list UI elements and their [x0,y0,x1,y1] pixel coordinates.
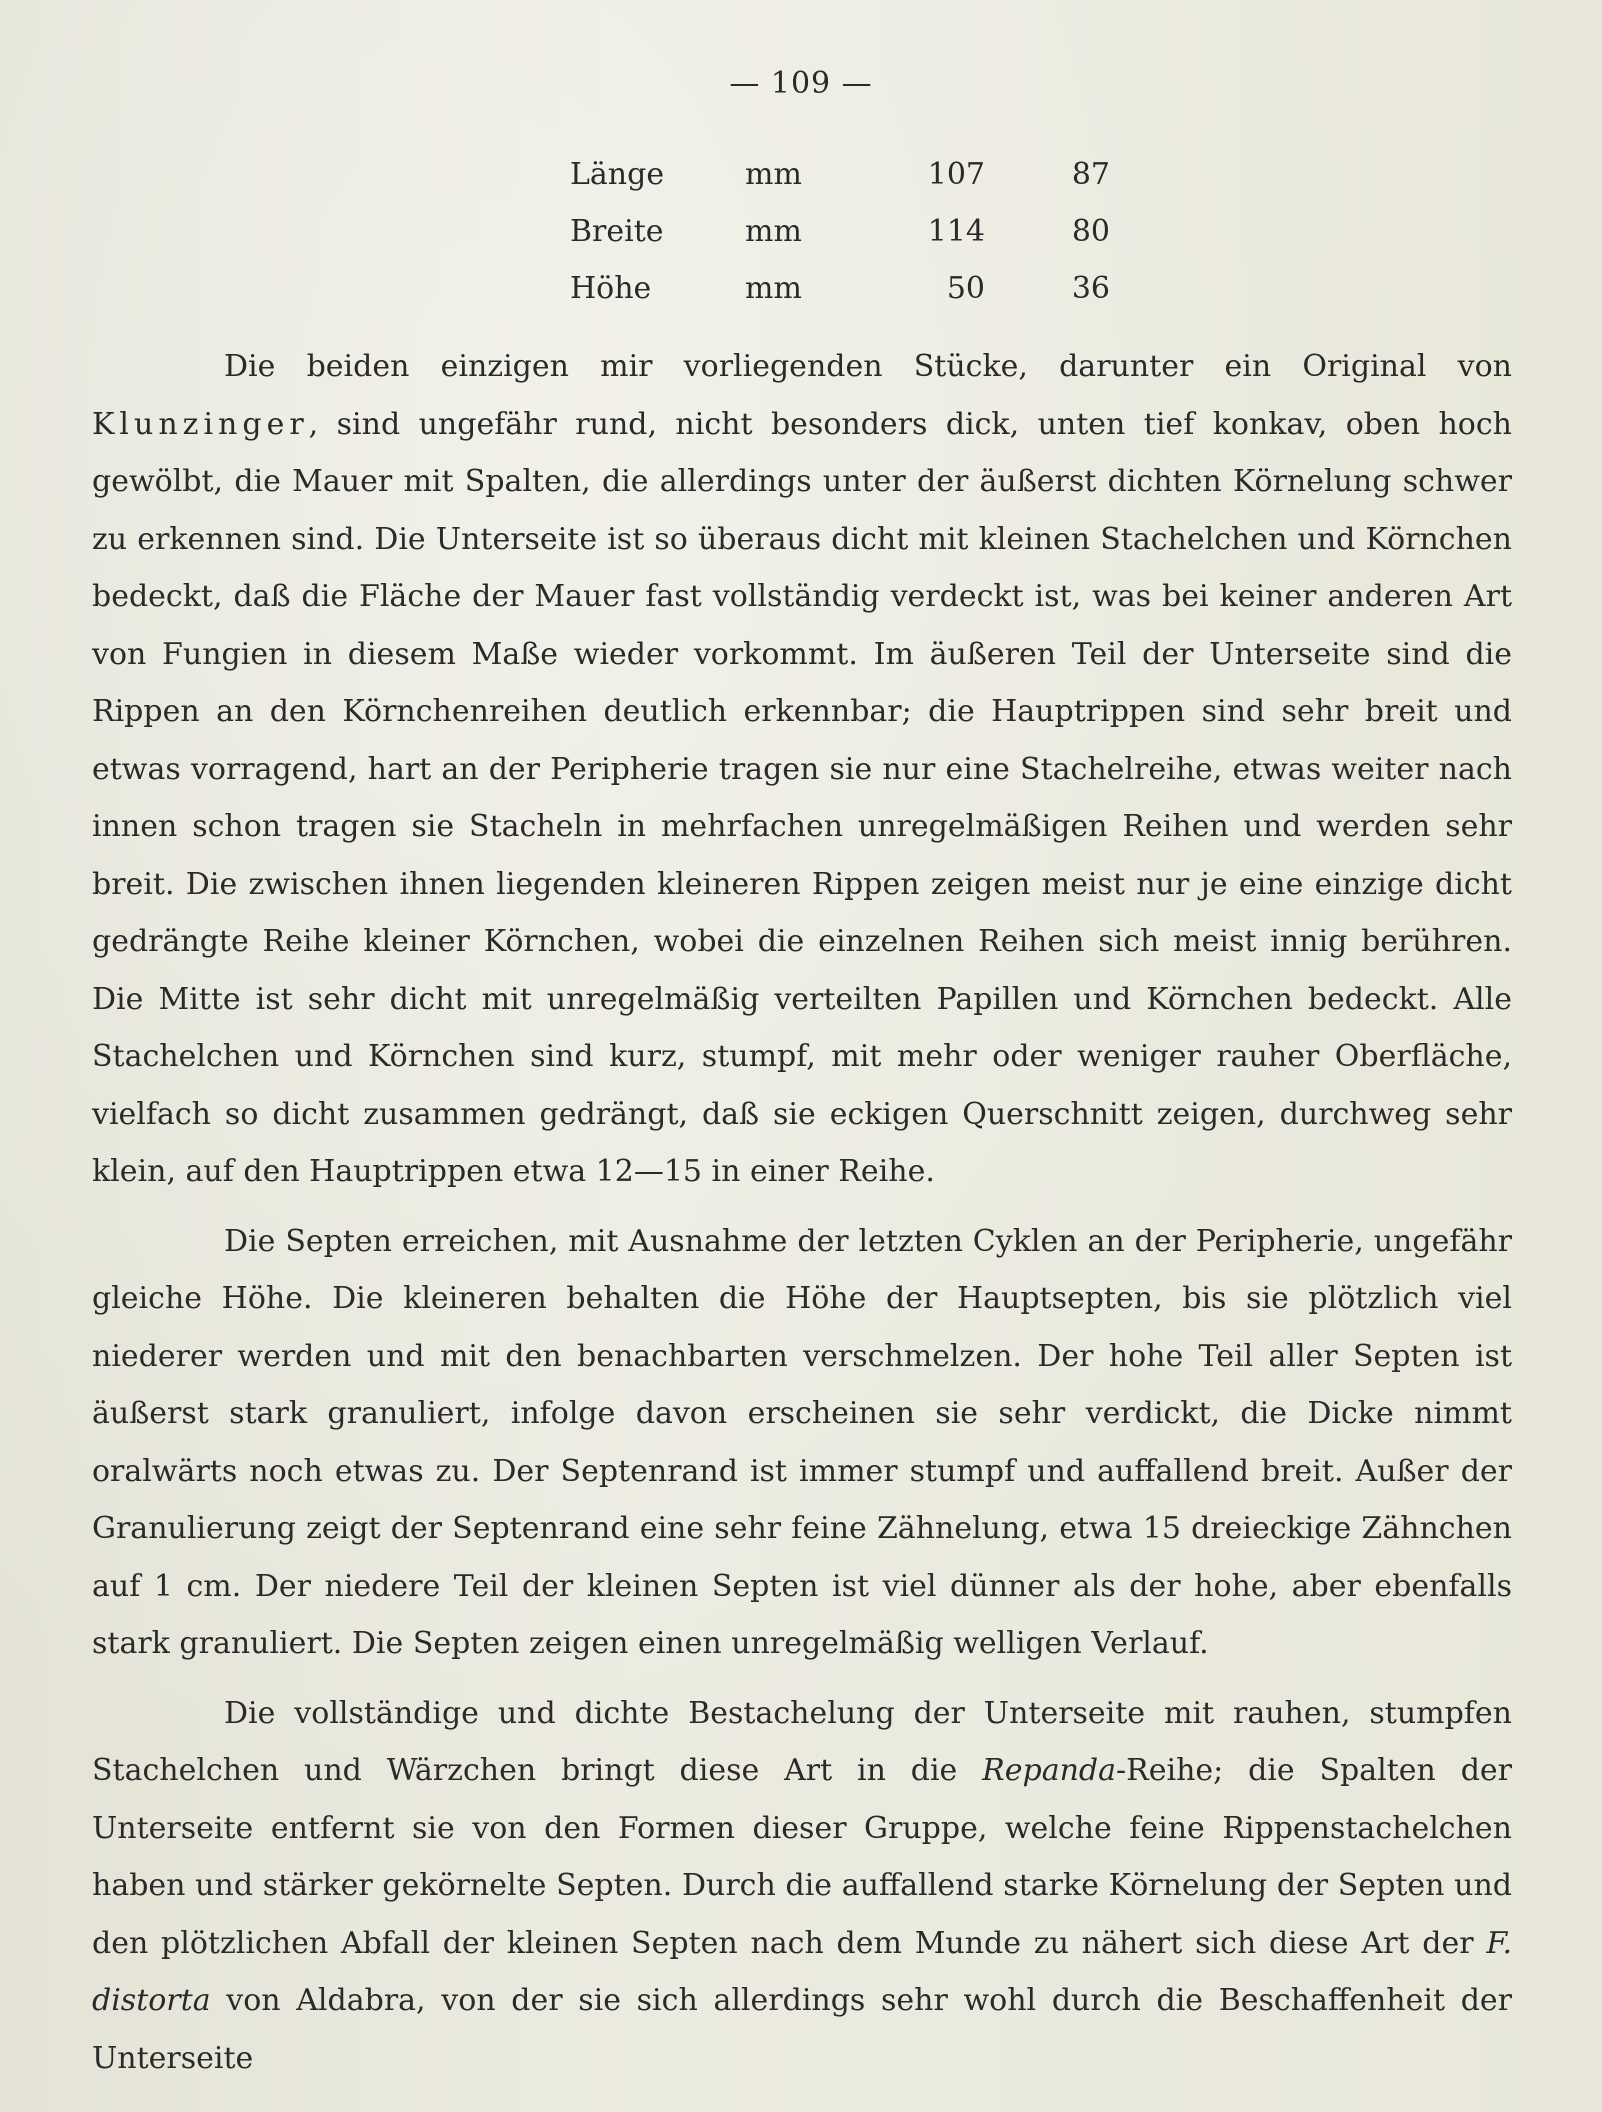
body-text [92,338,1512,2099]
page-number: — 109 — [729,66,873,101]
measure-label: Breite [570,214,664,249]
measure-unit: mm [745,157,802,192]
species-name: F. distorta [92,1925,1512,2018]
paragraph-3 [92,1685,1512,2088]
paragraph-3-text-c: von Aldabra, von der sie sich allerdings sehr wohl durch die Beschaffenheit der Unterseite [92,1983,1512,2076]
paragraph-1-text-b: , sind ungefähr rund, nicht besonders dick, unten tief konkav, oben hoch gewölbt, die Mauer mit Spalten, die allerdings unter der äußerst dichten Körnelung schwer zu erkennen sind. Die Unterseite ist so überaus dicht mit kleinen Stachelchen und Körnchen bedeckt, daß die Fläche der Mauer fast vollständig verdeckt ist, was bei keiner anderen Art von Fungien in diesem Maße wieder vorkommt. Im äußeren Teil der Unterseite sind die Rippen an den Körnchenreihen deutlich erkennbar; die Hauptrippen sind sehr breit und etwas vorragend, hart an der Peripherie tragen sie nur eine Stachelreihe, etwas weiter nach innen schon tragen sie Stacheln in mehrfachen unregelmäßigen Reihen und werden sehr breit. Die zwischen ihnen liegenden kleineren Rippen zeigen meist nur je eine einzige dicht gedrängte Reihe kleiner Körnchen, wobei die einzelnen Reihen sich meist innig berühren. Die Mitte ist sehr dicht mit unregelmäßig verteilten Papillen und Körnchen bedeckt. Alle Stachelchen und Körnchen sind kurz, stumpf, mit mehr oder weniger rauher Oberfläche, vielfach so dicht zusammen gedrängt, daß sie eckigen Querschnitt zeigen, durchweg sehr klein, auf den Hauptrippen etwa 12—15 in einer Reihe. [92,406,1512,1189]
paragraph-3-text-a: Die vollständige und dichte Bestachelung der Unterseite mit rauhen, stumpfen Stachelchen und Wärzchen bringt diese Art in die [92,1695,1512,1788]
measure-value-2: 36 [1071,271,1110,306]
measure-value-1: 107 [927,157,985,192]
measure-value-2: 87 [1071,157,1110,192]
paragraph-3-text-b: -Reihe; die Spalten der Unterseite entfernt sie von den Formen dieser Gruppe, welche feine Rippenstachelchen haben und stärker gekörnelte Septen. Durch die auffallend starke Körnelung der Septen und den plötzlichen Abfall der kleinen Septen nach dem Munde zu nähert sich diese Art der [92,1753,1512,1961]
measurements-table [570,146,1110,317]
measure-value-1: 50 [946,271,985,306]
measure-label: Länge [570,157,665,192]
table-row [570,260,1110,317]
measure-value-2: 80 [1071,214,1110,249]
author-name: Klunzinger [92,406,309,442]
measure-unit: mm [745,271,802,306]
paragraph-2: Die Septen erreichen, mit Ausnahme der letzten Cyklen an der Peripherie, ungefähr gleiche Höhe. Die kleineren behalten die Höhe der Hauptsepten, bis sie plötzlich viel niederer werden und mit den benachbarten verschmelzen. Der hohe Teil aller Septen ist äußerst stark granuliert, infolge davon erscheinen sie sehr verdickt, die Dicke nimmt oralwärts noch etwas zu. Der Septenrand ist immer stumpf und auffallend breit. Außer der Granulierung zeigt der Septenrand eine sehr feine Zähnelung, etwa 15 dreieckige Zähnchen auf 1 cm. Der niedere Teil der kleinen Septen ist viel dünner als der hohe, aber ebenfalls stark granuliert. Die Septen zeigen einen unregelmäßig welligen Verlauf. [92,1223,1512,1661]
paragraph-1-text-a: Die beiden einzigen mir vorliegenden Stücke, darunter ein Original von [224,349,1512,384]
table-row [570,203,1110,260]
measure-value-1: 114 [927,214,985,249]
measure-unit: mm [745,214,802,249]
paragraph-1 [92,338,1512,1201]
table-row [570,146,1110,203]
measure-label: Höhe [570,271,652,306]
repanda-term: Repanda [982,1753,1116,1788]
